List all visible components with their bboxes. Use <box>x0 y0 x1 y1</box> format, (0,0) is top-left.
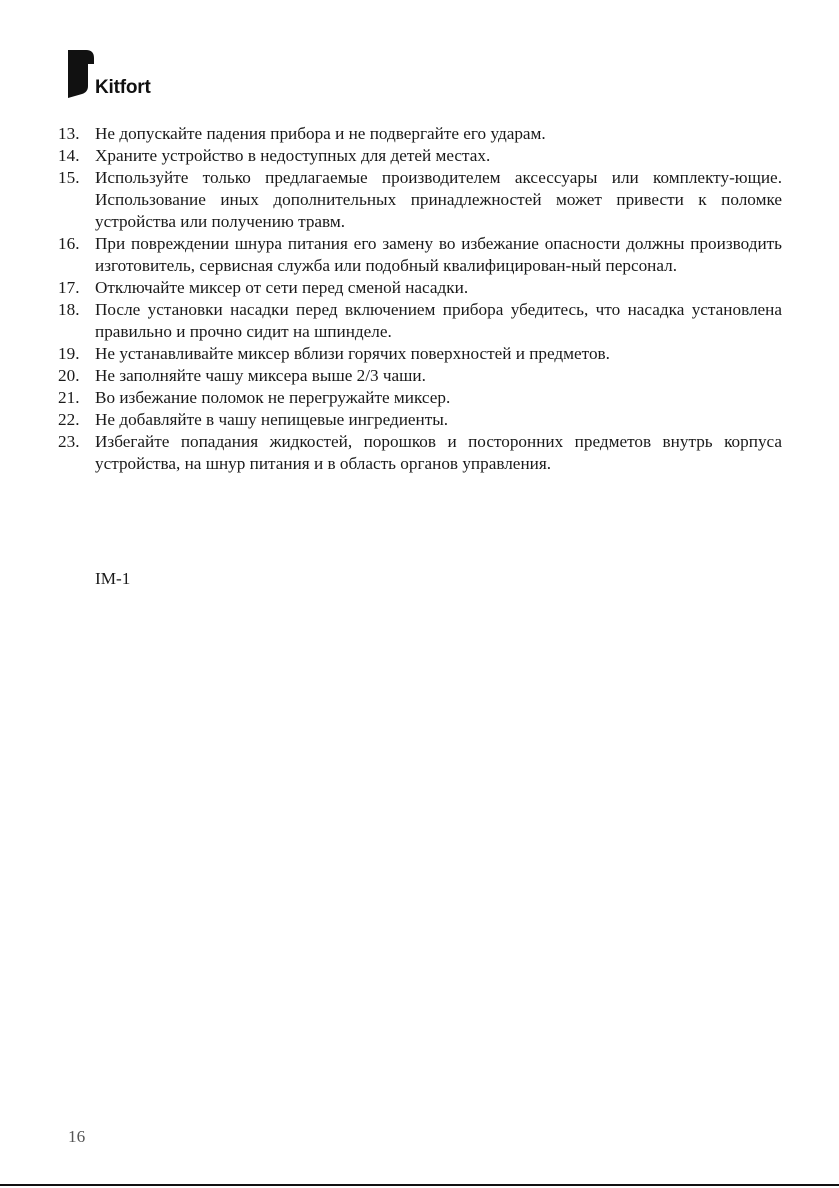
item-text: Не добавляйте в чашу непищевые ингредиенты. <box>95 410 449 429</box>
item-number: 15. <box>58 168 80 187</box>
brand-name: Kitfort <box>95 77 151 98</box>
item-number: 20. <box>58 366 80 385</box>
list-item <box>58 299 782 343</box>
item-number: 19. <box>58 344 80 363</box>
item-number: 22. <box>58 410 80 429</box>
item-text: При повреждении шнура питания его замену во избежание опасности должны производить изготовитель, сервисная служба или подобный квалифицирован-ный персонал. <box>95 234 782 275</box>
item-text: Избегайте попадания жидкостей, порошков и посторонних предметов внутрь корпуса устройства, на шнур питания и в область органов управления. <box>95 432 782 473</box>
item-number: 18. <box>58 300 80 319</box>
brand-logo <box>68 50 208 102</box>
list-item <box>58 431 782 475</box>
item-text: После установки насадки перед включением прибора убедитесь, что насадка установлена правильно и прочно сидит на шпинделе. <box>95 300 782 341</box>
document-code: IM-1 <box>95 569 131 588</box>
item-number: 16. <box>58 234 80 253</box>
safety-instructions-list <box>58 123 782 475</box>
item-text: Не устанавливайте миксер вблизи горячих поверхностей и предметов. <box>95 344 610 363</box>
list-item <box>58 167 782 233</box>
kitfort-logo-icon <box>68 50 96 98</box>
page-number: 16 <box>68 1127 86 1146</box>
bottom-divider <box>0 1184 839 1186</box>
item-text: Не допускайте падения прибора и не подвергайте его ударам. <box>95 124 546 143</box>
item-number: 21. <box>58 388 80 407</box>
list-item <box>58 409 782 431</box>
item-text: Во избежание поломок не перегружайте миксер. <box>95 388 451 407</box>
list-item <box>58 387 782 409</box>
item-number: 17. <box>58 278 80 297</box>
list-item <box>58 123 782 145</box>
item-text: Не заполняйте чашу миксера выше 2/3 чаши. <box>95 366 426 385</box>
item-number: 14. <box>58 146 80 165</box>
item-text: Храните устройство в недоступных для детей местах. <box>95 146 491 165</box>
item-text: Отключайте миксер от сети перед сменой насадки. <box>95 278 469 297</box>
list-item <box>58 365 782 387</box>
list-item <box>58 343 782 365</box>
list-item <box>58 145 782 167</box>
item-text: Используйте только предлагаемые производителем аксессуары или комплекту-ющие. Использование иных дополнительных принадлежностей может привести к поломке устройства или получению травм. <box>95 168 782 231</box>
list-item <box>58 233 782 277</box>
list-item <box>58 277 782 299</box>
item-number: 23. <box>58 432 80 451</box>
item-number: 13. <box>58 124 80 143</box>
